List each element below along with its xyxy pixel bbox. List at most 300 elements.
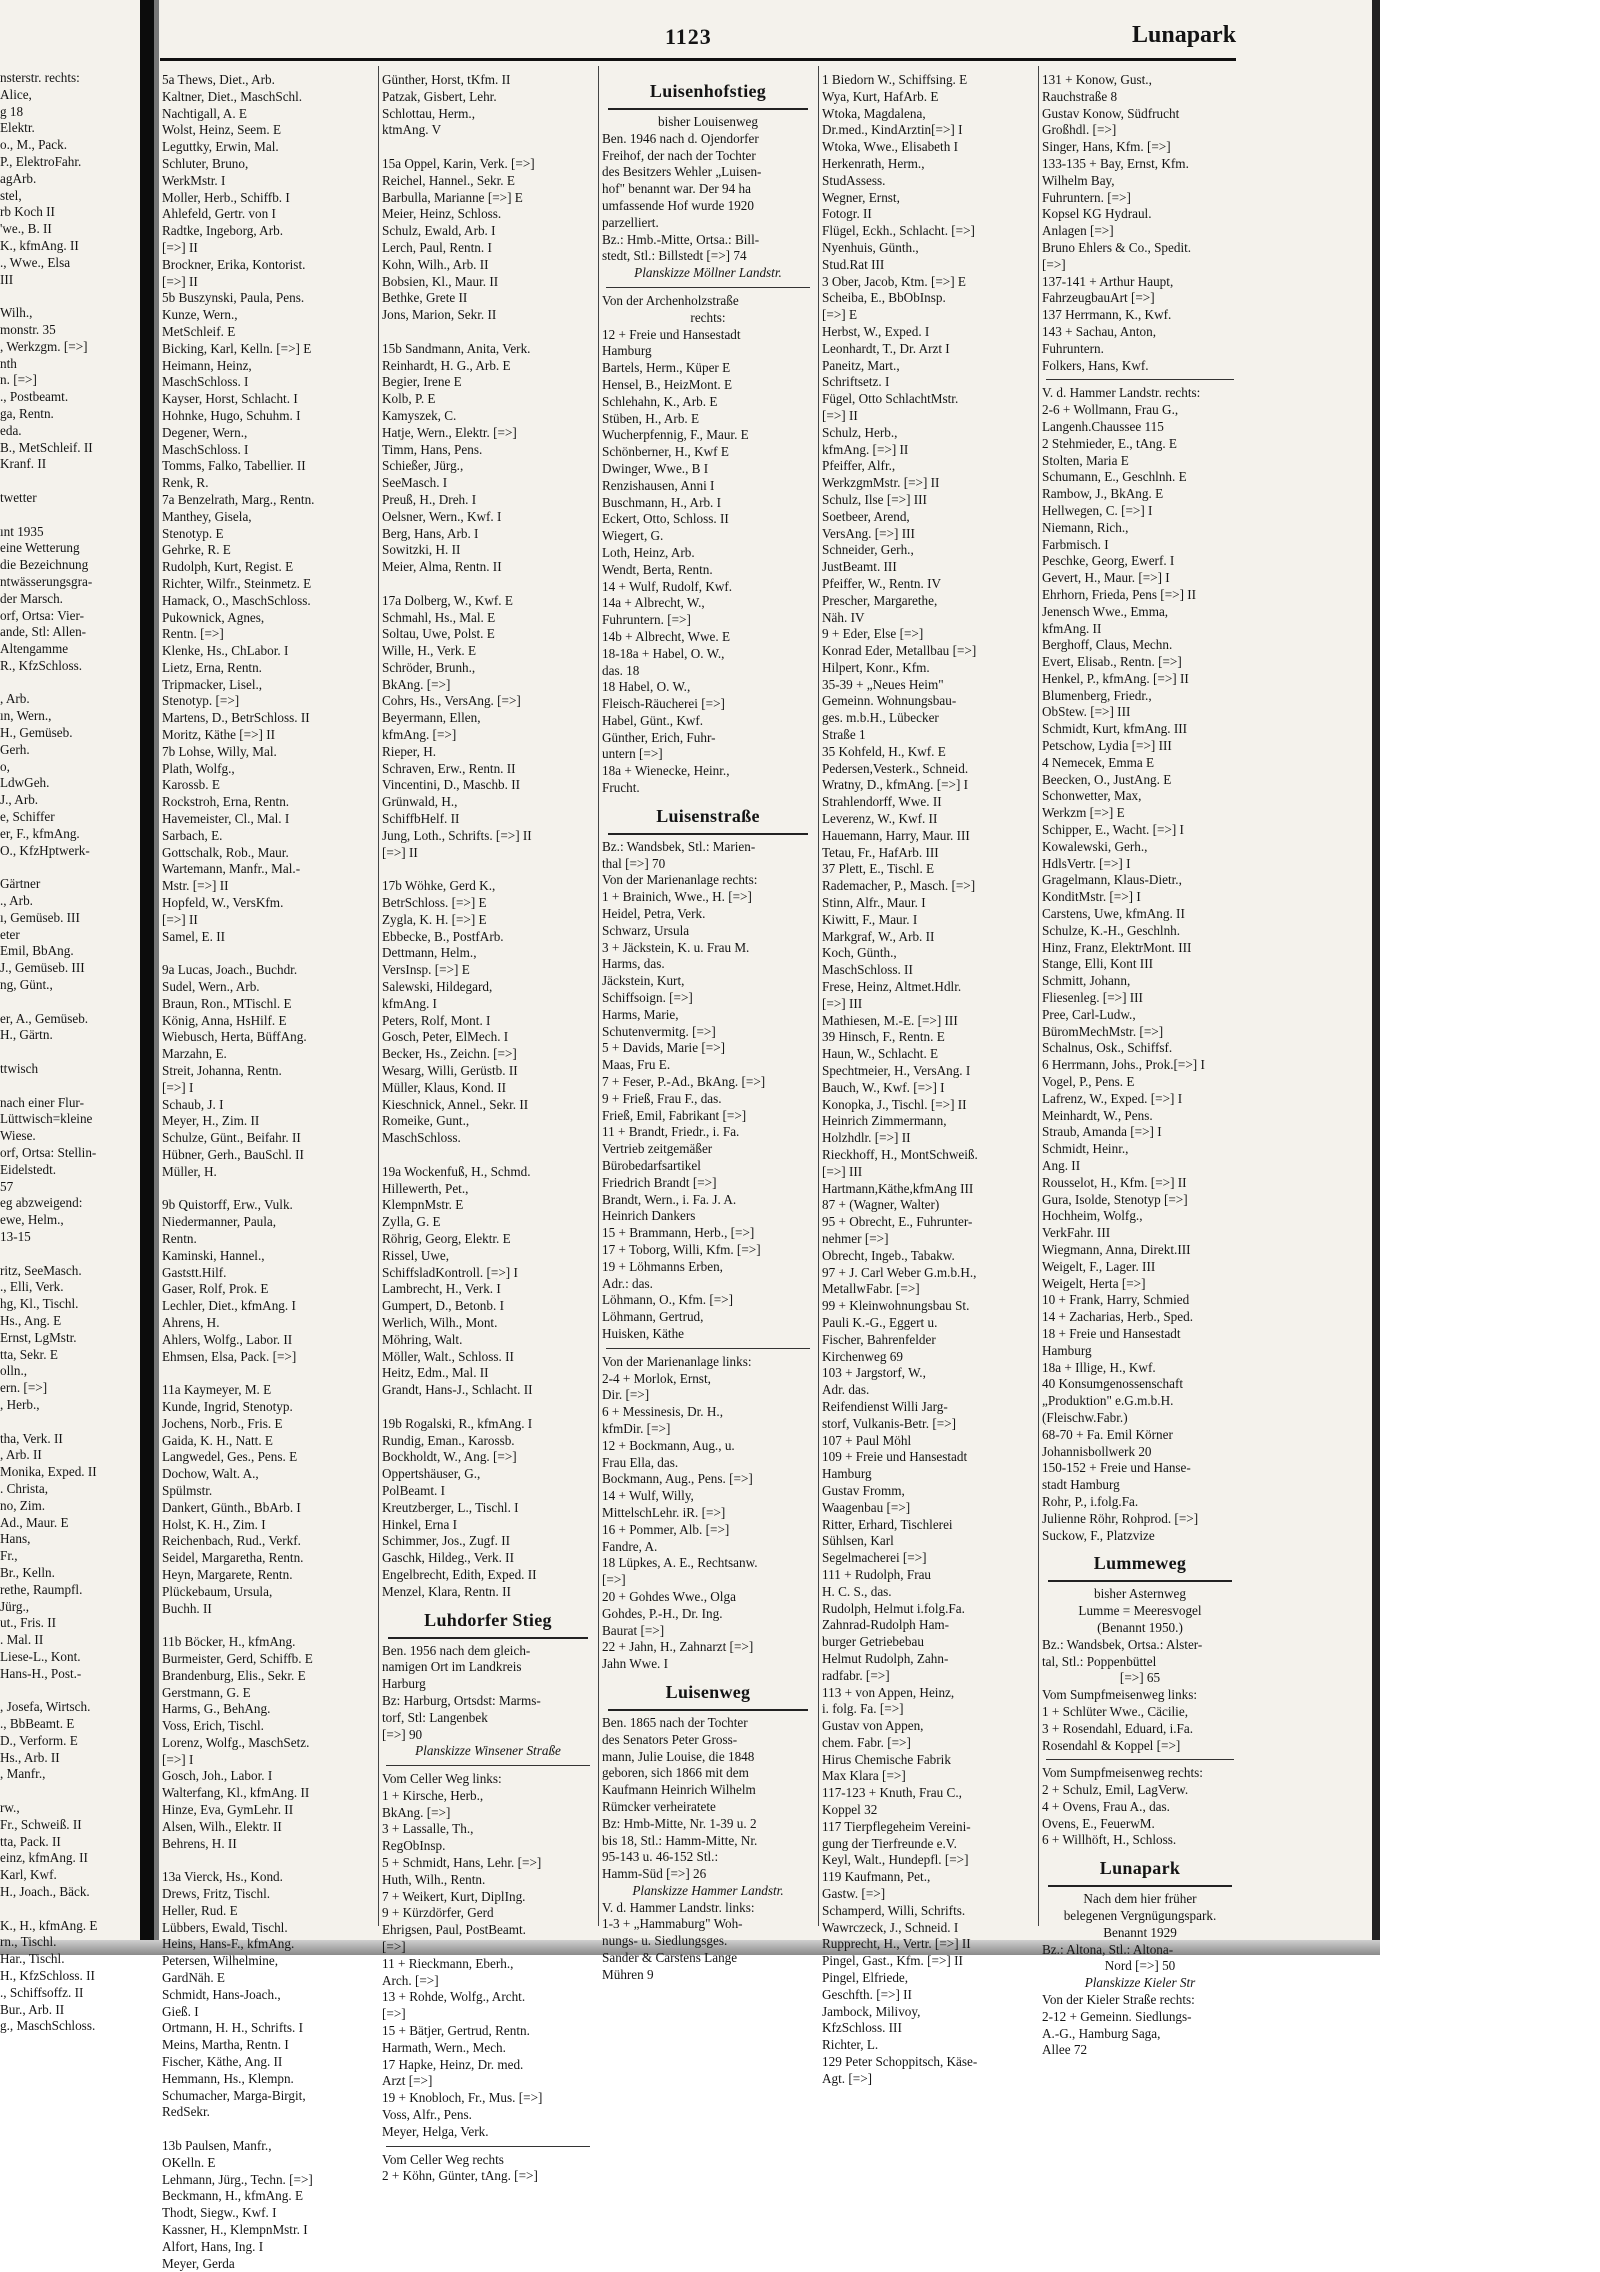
directory-line: 7 + Feser, P.-Ad., BkAng. [=>] <box>602 1074 766 1090</box>
heading-rule <box>1048 1580 1232 1582</box>
directory-line <box>162 1181 374 1198</box>
directory-line: Lambrecht, H., Verk. I <box>382 1281 501 1297</box>
directory-line: 15 + Brammann, Herb., [=>] <box>602 1225 755 1241</box>
directory-line: Meyer, H., Zim. II <box>162 1113 260 1129</box>
directory-line: [=>] 90 <box>382 1726 423 1742</box>
directory-line: Schriftsetz. I <box>822 374 890 390</box>
directory-line: Bz.: Wandsbek, Stl.: Marien- <box>602 838 756 854</box>
directory-line: thal [=>] 70 <box>602 855 666 871</box>
directory-line: Kaufmann Heinrich Wilhelm <box>602 1782 756 1798</box>
directory-line: Hemmann, Hs., Klempn. <box>162 2070 294 2086</box>
directory-line: kfmDir. [=>] <box>602 1420 671 1436</box>
directory-line: Hans, <box>0 1531 31 1547</box>
directory-line: er, F., kfmAng. <box>0 825 80 841</box>
directory-line: nungs- u. Siedlungsges. <box>602 1933 728 1949</box>
directory-line: OKelln. E <box>162 2154 216 2170</box>
directory-line: Bürobedarfsartikel <box>602 1158 701 1174</box>
directory-line: Reichel, Hannel., Sekr. E <box>382 172 515 188</box>
directory-line: Hochheim, Wolfg., <box>1042 1208 1143 1224</box>
directory-line: Schulze, Günt., Beifahr. II <box>162 1130 301 1146</box>
directory-line: Wartemann, Manfr., Mal.- <box>162 861 301 877</box>
directory-line: Pedersen,Vesterk., Schneid. <box>822 760 969 776</box>
directory-line: VerkFahr. III <box>1042 1225 1111 1241</box>
directory-line: Wesarg, Willi, Gerüstb. II <box>382 1063 518 1079</box>
directory-line: Altengamme <box>0 641 69 657</box>
directory-line: Emil, BbAng. <box>0 943 74 959</box>
directory-line: Ahrens, H. <box>162 1314 220 1330</box>
directory-line: Möhring, Walt. <box>382 1331 463 1347</box>
directory-line: Stange, Elli, Kont III <box>1042 956 1153 972</box>
directory-line: g., MaschSchloss. <box>0 2018 96 2034</box>
directory-line: HdlsVertr. [=>] I <box>1042 855 1131 871</box>
directory-line: bis 18, Stl.: Hamm-Mitte, Nr. <box>602 1832 758 1848</box>
directory-line: Schraven, Erw., Rentn. II <box>382 760 516 776</box>
directory-line: 87 + (Wagner, Walter) <box>822 1197 940 1213</box>
directory-line: Kunde, Ingrid, Stenotyp. <box>162 1398 293 1414</box>
directory-line: Gerstmann, G. E <box>162 1684 251 1700</box>
directory-line: Anlagen [=>] <box>1042 223 1114 239</box>
directory-line: Gaida, K. H., Natt. E <box>162 1432 273 1448</box>
directory-line: MaschSchloss. I <box>162 374 249 390</box>
directory-line: tal, Stl.: Poppenbüttel <box>1042 1653 1157 1669</box>
directory-line: Straub, Amanda [=>] I <box>1042 1124 1162 1140</box>
directory-line: 57 <box>0 1178 14 1194</box>
directory-line: 2 Stehmieder, E., tAng. E <box>1042 435 1177 451</box>
directory-line: Plückebaum, Ursula, <box>162 1583 273 1599</box>
directory-line: J., Gemüseb. III <box>0 960 85 976</box>
directory-line: Schröder, Brunh., <box>382 659 476 675</box>
directory-line: Frau Ella, das. <box>602 1454 679 1470</box>
directory-line: Romeike, Gunt., <box>382 1113 470 1129</box>
directory-line: Wiebusch, Herta, BüffAng. <box>162 1029 307 1045</box>
directory-line: Ernst, LgMstr. <box>0 1329 77 1345</box>
directory-line: Rambow, J., BkAng. E <box>1042 486 1164 502</box>
directory-line: 18 Lüpkes, A. E., Rechtsanw. <box>602 1555 758 1571</box>
directory-line: Peters, Rolf, Mont. I <box>382 1012 491 1028</box>
header-rule <box>160 58 1236 61</box>
directory-line: Fuhruntern. <box>1042 340 1104 356</box>
directory-line: König, Anna, HsHilf. E <box>162 1012 287 1028</box>
directory-line: ., BbBeamt. E <box>0 1716 75 1732</box>
directory-line: eg abzweigend: <box>0 1195 83 1211</box>
directory-line: Hinze, Eva, GymLehr. II <box>162 1802 294 1818</box>
directory-line: Hamburg <box>602 343 652 359</box>
directory-line: Hinkel, Erna I <box>382 1516 458 1532</box>
directory-line: Marzahn, E. <box>162 1046 227 1062</box>
directory-line: stadt Hamburg <box>1042 1477 1120 1493</box>
directory-line: Bur., Arb. II <box>0 2001 65 2017</box>
directory-line: Ahlefeld, Gertr. von I <box>162 206 276 222</box>
directory-line: Schimmer, Jos., Zugf. II <box>382 1533 511 1549</box>
directory-line: Frese, Heinz, Altmet.Hdlr. <box>822 979 962 995</box>
directory-line: Lechler, Diet., kfmAng. I <box>162 1298 296 1314</box>
directory-line: Gevert, H., Maur. [=>] I <box>1042 570 1170 586</box>
directory-line: Thodt, Siegw., Kwf. I <box>162 2205 277 2221</box>
directory-line: Alice, <box>0 86 32 102</box>
directory-line: namigen Ort im Landkreis <box>382 1659 522 1675</box>
directory-line: Walterfang, Kl., kfmAng. II <box>162 1785 310 1801</box>
directory-line: Nachtigall, A. E <box>162 105 247 121</box>
directory-line: Mathiesen, M.-E. [=>] III <box>822 1012 958 1028</box>
directory-line: 2 + Schulz, Emil, LagVerw. <box>1042 1782 1189 1798</box>
directory-line: Rockstroh, Erna, Rentn. <box>162 794 290 810</box>
directory-line: Rissel, Uwe, <box>382 1247 450 1263</box>
directory-line: 19a Wockenfuß, H., Schmd. <box>382 1163 531 1179</box>
directory-line: Grünwald, H., <box>382 794 458 810</box>
directory-line: Hillewerth, Pet., <box>382 1180 469 1196</box>
directory-line: Henkel, P., kfmAng. [=>] II <box>1042 670 1189 686</box>
directory-line: Fr., Schweiß. II <box>0 1816 82 1832</box>
directory-line: Leonhardt, T., Dr. Arzt I <box>822 340 950 356</box>
directory-line: Bobsien, Kl., Maur. II <box>382 273 499 289</box>
directory-line: Günther, Horst, tKfm. II <box>382 72 511 87</box>
directory-line: D., Verform. E <box>0 1732 78 1748</box>
directory-line: 14 + Zacharias, Herb., Sped. <box>1042 1309 1193 1325</box>
directory-line <box>0 507 134 524</box>
directory-line: Heidel, Petra, Verk. <box>602 906 706 922</box>
directory-line: Möller, Walt., Schloss. II <box>382 1348 514 1364</box>
directory-line: Flügel, Eckh., Schlacht. [=>] <box>822 223 975 239</box>
directory-line: 5 + Davids, Marie [=>] <box>602 1040 726 1056</box>
directory-line: 11a Kaymeyer, M. E <box>162 1382 272 1398</box>
directory-line <box>0 1078 134 1095</box>
directory-line: Kayser, Horst, Schlacht. I <box>162 391 298 407</box>
directory-line: Bz: Hmb-Mitte, Nr. 1-39 u. 2 <box>602 1815 757 1831</box>
directory-line: H., Gemüseb. <box>0 725 73 741</box>
directory-line: no, Zim. <box>0 1497 46 1513</box>
directory-line: , Herb., <box>0 1396 40 1412</box>
directory-line: Alfort, Hans, Ing. I <box>162 2238 264 2254</box>
directory-line: Elektr. <box>0 120 35 136</box>
directory-line: 95 + Obrecht, E., Fuhrunter- <box>822 1214 973 1230</box>
directory-line: Begier, Irene E <box>382 374 462 390</box>
directory-line: Schulz, Herb., <box>822 424 898 440</box>
directory-line: nach einer Flur- <box>0 1094 84 1110</box>
directory-line: Vertrieb zeitgemäßer <box>602 1141 713 1157</box>
directory-line: 129 Peter Schoppitsch, Käse- <box>822 2054 978 2070</box>
directory-line <box>0 1783 134 1800</box>
directory-line: VersAng. [=>] III <box>822 525 915 541</box>
directory-line: „Produktion" e.G.m.b.H. <box>1042 1393 1174 1409</box>
directory-line: Stenotyp. E <box>162 525 224 541</box>
street-heading: Lummeweg <box>1093 1553 1187 1574</box>
section-separator <box>386 2146 590 2147</box>
directory-line: Richter, L. <box>822 2037 879 2053</box>
directory-line: Brandt, Wern., i. Fa. J. A. <box>602 1191 737 1207</box>
directory-line: SchiffsladKontroll. [=>] I <box>382 1264 518 1280</box>
directory-line: 35 Kohfeld, H., Kwf. E <box>822 743 946 759</box>
directory-line: Ad., Maur. E <box>0 1514 69 1530</box>
directory-line: Röhrig, Georg, Elektr. E <box>382 1230 511 1246</box>
directory-line: Arch. [=>] <box>382 1972 439 1988</box>
directory-line: Rieper, H. <box>382 743 437 759</box>
directory-line: Pauli K.-G., Eggert u. <box>822 1314 938 1330</box>
directory-line: Max Klara [=>] <box>822 1768 906 1784</box>
directory-line: 5a Thews, Diet., Arb. <box>162 72 275 87</box>
directory-line: Leverenz, W., Kwf. II <box>822 811 938 827</box>
directory-line: Planskizze Hammer Landstr. <box>632 1882 784 1898</box>
directory-line: Grandt, Hans-J., Schlacht. II <box>382 1382 533 1398</box>
directory-line: o., M., Pack. <box>0 137 68 153</box>
directory-line: Gottschalk, Rob., Maur. <box>162 844 289 860</box>
directory-line: Gustav Konow, Südfrucht <box>1042 105 1180 121</box>
directory-line: Harmath, Wern., Mech. <box>382 2039 506 2055</box>
section-separator <box>606 287 810 288</box>
directory-line: Stüben, H., Arb. E <box>602 410 700 426</box>
directory-line: 9 + Kürzdörfer, Gerd <box>382 1905 494 1921</box>
directory-line: 131 + Konow, Gust., <box>1042 72 1152 87</box>
directory-line: O., KfzHptwerk- <box>0 842 90 858</box>
directory-line: parzelliert. <box>602 214 659 230</box>
directory-line: Fandre, A. <box>602 1538 658 1554</box>
directory-line: Vom Celler Weg rechts <box>382 2151 504 2167</box>
directory-line: Hinz, Franz, ElektrMont. III <box>1042 939 1192 955</box>
directory-line: Karossb. E <box>162 777 220 793</box>
directory-line: Timm, Hans, Pens. <box>382 441 483 457</box>
directory-line: Farbmisch. I <box>1042 536 1109 552</box>
directory-line: orf, Ortsa: Vier- <box>0 607 85 623</box>
directory-line: Huisken, Käthe <box>602 1325 685 1341</box>
directory-line: 13a Vierck, Hs., Kond. <box>162 1869 283 1885</box>
directory-line: Harburg <box>382 1676 426 1692</box>
directory-line: untern [=>] <box>602 746 663 762</box>
directory-line: mann, Julie Louise, die 1848 <box>602 1748 755 1764</box>
directory-line: Gustav Fromm, <box>822 1482 905 1498</box>
directory-line: [=>] III <box>822 995 863 1011</box>
directory-line: 3 + Rosendahl, Eduard, i.Fa. <box>1042 1720 1194 1736</box>
directory-line: Streit, Johanna, Rentn. <box>162 1063 282 1079</box>
section-separator <box>1046 379 1234 380</box>
directory-line: Müller, H. <box>162 1163 217 1179</box>
directory-line: 3 + Lassalle, Th., <box>382 1821 474 1837</box>
directory-line: 1-3 + „Hammaburg" Woh- <box>602 1916 743 1932</box>
directory-line: [=>] E <box>822 307 858 323</box>
directory-line: Herbst, W., Exped. I <box>822 323 930 339</box>
directory-line: Schalnus, Osk., Schiffsf. <box>1042 1040 1173 1056</box>
directory-line: Niemann, Rich., <box>1042 519 1129 535</box>
directory-line: [=>] II <box>382 844 418 860</box>
directory-line: kfmAng. [=>] <box>382 727 457 743</box>
directory-line: Schiffsoign. [=>] <box>602 990 693 1006</box>
directory-line: R., KfzSchloss. <box>0 657 83 673</box>
directory-line: Harms, Marie, <box>602 1006 679 1022</box>
directory-line: . Mal. II <box>0 1632 44 1648</box>
directory-line: Renk, R. <box>162 475 209 491</box>
directory-line: Peschke, Georg, Ewerf. I <box>1042 553 1175 569</box>
directory-line: Stinn, Alfr., Maur. I <box>822 895 926 911</box>
directory-line: Zygla, K. H. [=>] E <box>382 911 487 927</box>
directory-line: FahrzeugbauArt [=>] <box>1042 290 1155 306</box>
directory-line: Wiegmann, Anna, Direkt.III <box>1042 1241 1191 1257</box>
directory-line: (Fleischw.Fabr.) <box>1042 1409 1128 1425</box>
directory-line: Hs., Arb. II <box>0 1749 60 1765</box>
directory-line: 1 Biedorn W., Schiffsing. E <box>822 72 968 87</box>
directory-line: e, Schiffer <box>0 809 55 825</box>
directory-line: [=>] I <box>162 1079 194 1095</box>
directory-line: Schmidt, Hans-Joach., <box>162 1986 281 2002</box>
directory-line: , Arb. <box>0 691 30 707</box>
directory-line: olln., <box>0 1363 28 1379</box>
column-divider <box>378 66 379 1926</box>
directory-line: Arzt [=>] <box>382 2073 433 2089</box>
directory-line: Hellwegen, C. [=>] I <box>1042 502 1153 518</box>
directory-line: H. C. S., das. <box>822 1583 892 1599</box>
directory-line: ., Wwe., Elsa <box>0 254 71 270</box>
directory-line: Berghoff, Claus, Mechn. <box>1042 637 1173 653</box>
directory-line: P., ElektroFahr. <box>0 153 82 169</box>
directory-line: MetSchleif. E <box>162 323 236 339</box>
directory-line: Soltau, Uwe, Polst. E <box>382 626 495 642</box>
directory-line: PolBeamt. I <box>382 1482 446 1498</box>
directory-line: Rousselot, H., Kfm. [=>] II <box>1042 1174 1187 1190</box>
directory-line: A.-G., Hamburg Saga, <box>1042 2025 1161 2041</box>
directory-line <box>382 139 594 156</box>
directory-line: Schulz, Ilse [=>] III <box>822 491 927 507</box>
directory-line: 99 + Kleinwohnungsbau St. <box>822 1298 970 1314</box>
directory-line: agArb. <box>0 170 37 186</box>
directory-line: Schulze, K.-H., Geschlnh. <box>1042 922 1181 938</box>
directory-line: 9a Lucas, Joach., Buchdr. <box>162 962 298 978</box>
directory-line: Cohrs, Hs., VersAng. [=>] <box>382 693 521 709</box>
directory-line: 19b Rogalski, R., kfmAng. I <box>382 1415 533 1431</box>
directory-line: torf, Stl: Langenbek <box>382 1709 488 1725</box>
street-heading: Lunapark <box>1099 1858 1181 1879</box>
directory-line: Engelbrecht, Edith, Exped. II <box>382 1566 537 1582</box>
directory-line: Gerh. <box>0 741 30 757</box>
directory-line: Schaub, J. I <box>162 1096 224 1112</box>
previous-page-fragment <box>0 70 134 2034</box>
directory-line: Patzak, Gisbert, Lehr. <box>382 88 497 104</box>
directory-line: SeeMasch. I <box>382 475 448 491</box>
directory-line: Gosch, Joh., Labor. I <box>162 1768 273 1784</box>
directory-line: o, <box>0 758 10 774</box>
directory-line: Kreutzberger, L., Tischl. I <box>382 1499 519 1515</box>
directory-line: 19 + Knobloch, Fr., Mus. [=>] <box>382 2090 543 2106</box>
directory-line: Dochow, Walt. A., <box>162 1466 259 1482</box>
directory-line: der Marsch. <box>0 590 63 606</box>
directory-line: 22 + Jahn, H., Zahnarzt [=>] <box>602 1639 754 1655</box>
directory-line: tta, Pack. II <box>0 1833 61 1849</box>
directory-line: [=>] II <box>162 239 198 255</box>
directory-line: 107 + Paul Möhl <box>822 1432 912 1448</box>
directory-line: WerkzgmMstr. [=>] II <box>822 475 940 491</box>
directory-line: Langwedel, Ges., Pens. E <box>162 1449 298 1465</box>
directory-line: Prescher, Margarethe, <box>822 592 938 608</box>
directory-line: 68-70 + Fa. Emil Körner <box>1042 1426 1173 1442</box>
directory-line: H., Joach., Bäck. <box>0 1884 90 1900</box>
directory-line: Näh. IV <box>822 609 865 625</box>
directory-line: Hamm-Süd [=>] 26 <box>602 1866 707 1882</box>
directory-line: Geschfth. [=>] II <box>822 1986 912 2002</box>
directory-line: Behrens, H. II <box>162 1835 237 1851</box>
street-heading: Luisenhofstieg <box>649 81 767 101</box>
directory-line: Hs., Ang. E <box>0 1312 62 1328</box>
directory-line: Petersen, Wilhelmine, <box>162 1953 279 1969</box>
directory-line: 2-6 + Wollmann, Frau G., <box>1042 402 1179 418</box>
directory-line: Weigelt, F., Lager. III <box>1042 1258 1156 1274</box>
directory-line: Schießer, Jürg., <box>382 458 464 474</box>
directory-line: Fischer, Käthe, Ang. II <box>162 2054 283 2070</box>
directory-line: Rudolph, Helmut i.folg.Fa. <box>822 1600 965 1616</box>
directory-line <box>0 675 134 692</box>
directory-line: Heitz, Edm., Mal. II <box>382 1365 489 1381</box>
directory-line: nth <box>0 355 17 371</box>
directory-line: Soetbeer, Arend, <box>822 508 910 524</box>
directory-line: Bockholdt, W., Ang. [=>] <box>382 1449 517 1465</box>
directory-line: LdwGeh. <box>0 775 50 791</box>
directory-line: Harms, das. <box>602 956 665 972</box>
directory-line: Liese-L., Kont. <box>0 1648 81 1664</box>
directory-line <box>0 859 134 876</box>
directory-line: Lerch, Paul, Rentn. I <box>382 239 492 255</box>
directory-line: , Manfr., <box>0 1766 46 1782</box>
directory-line: Obrecht, Ingeb., Tabakw. <box>822 1247 955 1263</box>
directory-line: Weigelt, Herta [=>] <box>1042 1275 1146 1291</box>
directory-line: 150-152 + Freie und Hanse- <box>1042 1460 1191 1476</box>
directory-line: 7 + Weikert, Kurt, DiplIng. <box>382 1888 526 1904</box>
directory-line: Schmidt, Heinr., <box>1042 1141 1129 1157</box>
directory-line: Harms, G., BehAng. <box>162 1701 271 1717</box>
directory-line: Rieckhoff, H., MontSchweiß. <box>822 1147 978 1162</box>
directory-line: kfmAng. I <box>382 995 437 1011</box>
directory-line: 12 + Bockmann, Aug., u. <box>602 1437 735 1453</box>
directory-line: Bruno Ehlers & Co., Spedit. <box>1042 239 1192 255</box>
directory-line: Schumann, E., Geschlnh. E <box>1042 469 1187 485</box>
directory-line: K., H., kfmAng. E <box>0 1917 98 1933</box>
directory-line <box>0 1901 134 1918</box>
directory-line: Allee 72 <box>1042 2042 1088 2058</box>
directory-line: Havemeister, Cl., Mal. I <box>162 811 290 827</box>
directory-line: Moritz, Käthe [=>] II <box>162 727 276 743</box>
directory-line: Fuhruntern. [=>] <box>1042 189 1131 205</box>
directory-line: Holst, K. H., Zim. I <box>162 1516 266 1532</box>
directory-line: Kolb, P. E <box>382 391 436 407</box>
directory-line: 7b Lohse, Willy, Mal. <box>162 743 277 759</box>
directory-line: ., Elli, Verk. <box>0 1279 64 1295</box>
directory-line: Vom Sumpfmeisenweg rechts: <box>1042 1765 1203 1781</box>
directory-line: das. 18 <box>602 662 640 678</box>
directory-line: Löhmann, O., Kfm. [=>] <box>602 1292 733 1308</box>
directory-line: Kaminski, Hannel., <box>162 1247 265 1263</box>
directory-line: 117-123 + Knuth, Frau C., <box>822 1785 962 1801</box>
directory-line <box>162 1365 374 1382</box>
directory-line: Jäckstein, Kurt, <box>602 973 685 989</box>
directory-line: Vom Celler Weg links: <box>382 1771 502 1787</box>
directory-line: Rosendahl & Koppel [=>] <box>1042 1737 1181 1753</box>
directory-line: Hilpert, Konr., Kfm. <box>822 659 930 675</box>
directory-line: Großhdl. [=>] <box>1042 122 1117 138</box>
directory-line: Ben. 1865 nach der Tochter <box>602 1714 748 1730</box>
directory-line: Schlottau, Herm., <box>382 105 476 121</box>
directory-line: 6 Herrmann, Johs., Prok.[=>] I <box>1042 1057 1205 1073</box>
directory-line: Johannisbollwerk 20 <box>1042 1443 1152 1459</box>
directory-line: Sarbach, E. <box>162 827 223 843</box>
directory-line: eter <box>0 926 20 942</box>
directory-line: Kunze, Wern., <box>162 307 238 323</box>
directory-line: Pfeiffer, W., Rentn. IV <box>822 575 941 591</box>
directory-line: 117 Tierpflegeheim Vereini- <box>822 1818 971 1834</box>
directory-line: Dwinger, Wwe., B I <box>602 460 709 476</box>
directory-line: 143 + Sachau, Anton, <box>1042 323 1157 339</box>
directory-line: Wilh., <box>0 305 33 321</box>
directory-line: Wiegert, G. <box>602 528 664 544</box>
directory-line: B., MetSchleif. II <box>0 439 93 455</box>
directory-line: Hopfeld, W., VersKfm. <box>162 895 284 911</box>
directory-line: er, A., Gemüseb. <box>0 1010 89 1026</box>
directory-line: bisher Asternweg <box>1094 1586 1186 1602</box>
directory-line: Kranf. II <box>0 456 47 472</box>
directory-line: Wratny, D., kfmAng. [=>] I <box>822 777 969 793</box>
